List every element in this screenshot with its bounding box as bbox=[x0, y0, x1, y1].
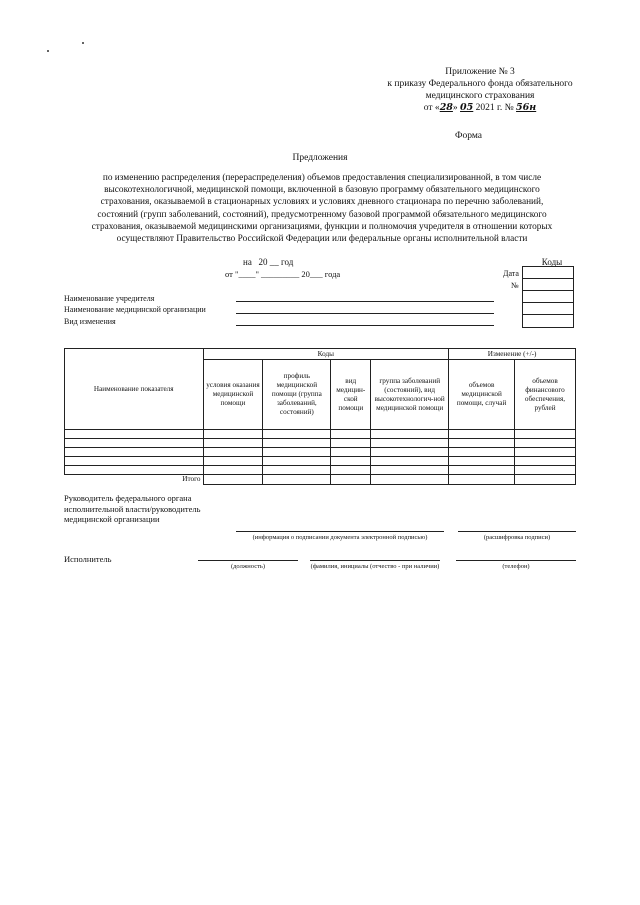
executor-name-line[interactable] bbox=[310, 560, 440, 561]
scan-dot bbox=[47, 50, 49, 52]
col-conditions-header: условия оказания медицинской помощи bbox=[203, 360, 263, 430]
executor-name-caption: (фамилия, инициалы (отчество - при наличии) bbox=[310, 563, 440, 570]
period-year-line: на 20 __ год bbox=[243, 257, 294, 267]
org-field[interactable] bbox=[236, 313, 494, 314]
col-indicator-header: Наименование показателя bbox=[65, 349, 204, 430]
date-day: 28 bbox=[439, 102, 453, 113]
table-row bbox=[65, 448, 576, 457]
codes-box bbox=[522, 266, 574, 328]
codes-cell-number[interactable] bbox=[523, 279, 573, 291]
change-type-label: Вид изменения bbox=[64, 317, 116, 326]
col-finance-header: объемов финансового обеспечения, рублей bbox=[515, 360, 576, 430]
codes-cell-3[interactable] bbox=[523, 291, 573, 303]
decode-signature-line[interactable] bbox=[458, 531, 576, 532]
codes-group-header: Коды bbox=[203, 349, 449, 360]
total-row bbox=[65, 475, 576, 485]
table-row bbox=[65, 439, 576, 448]
indicators-table bbox=[64, 348, 576, 485]
date-month: 05 bbox=[460, 102, 474, 113]
total-label: Итого bbox=[65, 475, 204, 485]
ep-signature-caption: (информация о подписании документа электронной подписью) bbox=[252, 534, 428, 541]
period-date-line: от "____" _________ 20___ года bbox=[225, 269, 341, 279]
document-title: Предложения bbox=[292, 153, 348, 163]
ep-signature-line[interactable] bbox=[236, 531, 444, 532]
col-disease-group-header: группа заболеваний (состояний), вид высокотехнологич-ной медицинской помощи bbox=[371, 360, 449, 430]
table-row bbox=[65, 466, 576, 475]
appendix-line1: Приложение № 3 bbox=[445, 67, 515, 77]
codes-date-label: Дата bbox=[503, 269, 519, 278]
codes-cell-4[interactable] bbox=[523, 303, 573, 315]
appendix-block bbox=[360, 66, 600, 114]
table-row bbox=[65, 430, 576, 439]
codes-cell-5[interactable] bbox=[523, 315, 573, 326]
executor-phone-line[interactable] bbox=[456, 560, 576, 561]
codes-header: Коды bbox=[541, 257, 563, 267]
scan-dot bbox=[82, 42, 84, 44]
codes-cell-date[interactable] bbox=[523, 267, 573, 279]
change-type-field[interactable] bbox=[236, 325, 494, 326]
executor-label: Исполнитель bbox=[64, 554, 112, 564]
appendix-date-line: от «28» 05 2021 г. № 56н bbox=[423, 102, 537, 113]
intro-paragraph: по изменению распределения (перераспределения) объемов предоставления специализированной, в том числе высокотехнологичной, медицинской помощи, включенной в базовую программу обязательного медицинского страхования, оказываемой в стационарных условиях и условиях дневного стационара по перечню заболеваний, состояний (групп заболеваний, состояний), предусмотренному базовой программой обязательного медицинского страхования, оказываемой медицинскими организациями, функции и полномочия учредителя в отношении которых осуществляют Правительство Российской Федерации или федеральные органы исполнительной власти bbox=[91, 173, 553, 245]
appendix-line3: медицинского страхования bbox=[425, 91, 535, 101]
form-label: Форма bbox=[455, 131, 483, 141]
codes-number-label: № bbox=[511, 281, 519, 290]
executor-phone-caption: (телефон) bbox=[502, 563, 530, 570]
decode-signature-caption: (расшифровка подписи) bbox=[483, 534, 551, 541]
col-volume-header: объемов медицинской помощи, случай bbox=[449, 360, 515, 430]
founder-label: Наименование учредителя bbox=[64, 294, 155, 303]
appendix-line2: к приказу Федерального фонда обязательного bbox=[387, 79, 573, 89]
table-row bbox=[65, 457, 576, 466]
col-kind-header: вид медицин-ской помощи bbox=[331, 360, 371, 430]
col-profile-header: профиль медицинской помощи (группа заболеваний, состояний) bbox=[263, 360, 331, 430]
executor-position-line[interactable] bbox=[198, 560, 298, 561]
order-number: 56н bbox=[516, 102, 537, 113]
org-label: Наименование медицинской организации bbox=[64, 305, 206, 314]
executor-position-caption: (должность) bbox=[230, 563, 266, 570]
founder-field[interactable] bbox=[236, 301, 494, 302]
head-signature-label: Руководитель федерального органа исполнительной власти/руководитель медицинской организации bbox=[64, 493, 201, 524]
change-group-header: Изменение (+/-) bbox=[449, 349, 576, 360]
